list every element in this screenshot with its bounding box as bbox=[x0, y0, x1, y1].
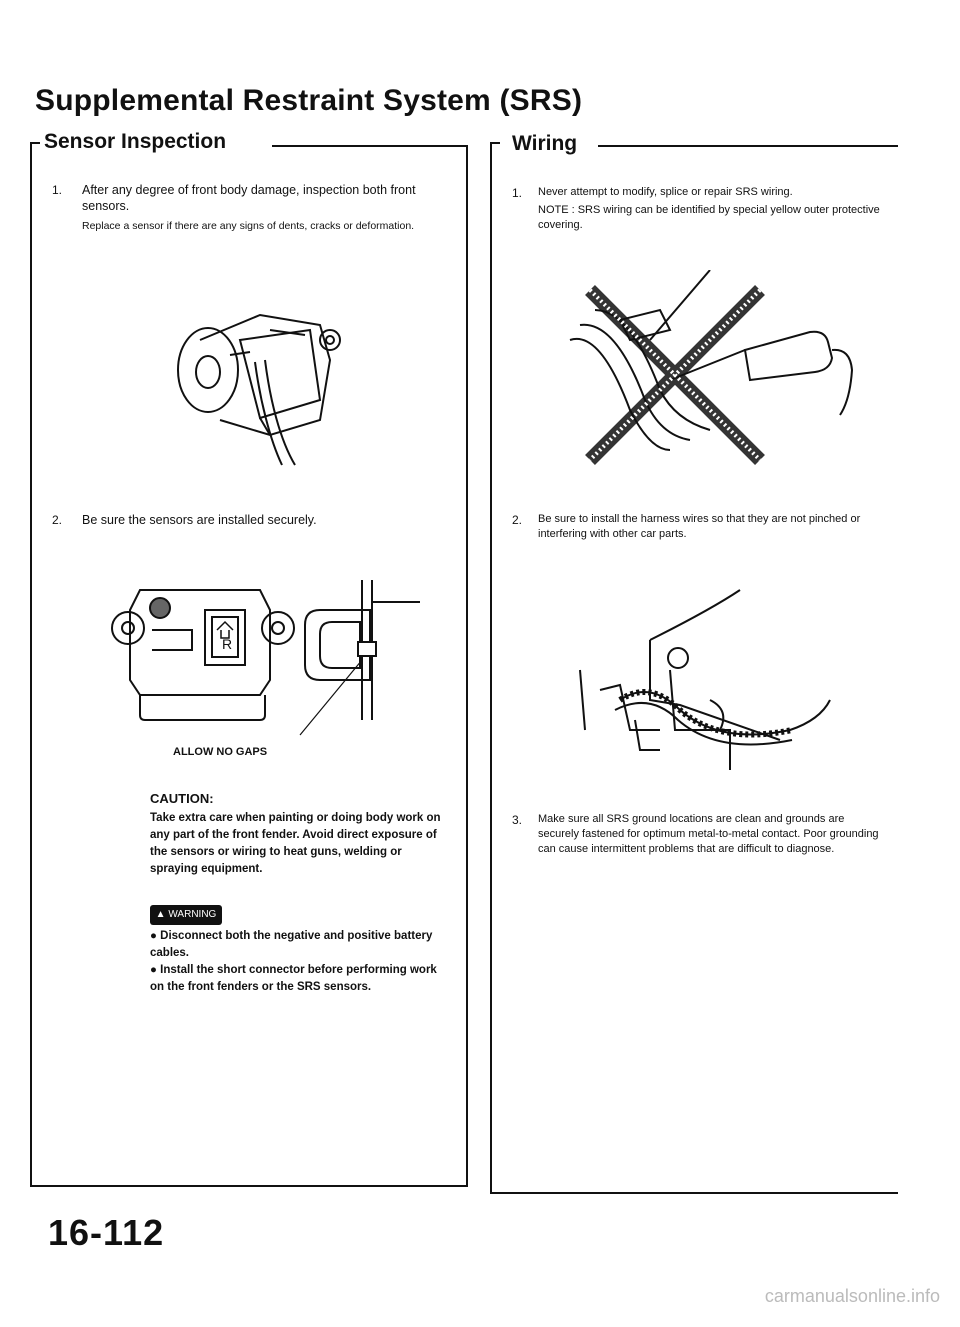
watermark: carmanualsonline.info bbox=[764, 1286, 940, 1306]
left-step1-note: Replace a sensor if there are any signs of dents, cracks or deformation. bbox=[82, 220, 415, 232]
right-frame-bottom bbox=[490, 1192, 898, 1194]
warning-triangle-icon: ▲ bbox=[155, 909, 166, 920]
sensor-mounting-illustration bbox=[100, 570, 440, 750]
right-heading-rule bbox=[598, 145, 898, 147]
sensor-illustration bbox=[170, 300, 350, 470]
sensor-inspection-heading: Sensor Inspection bbox=[44, 130, 227, 153]
page-number: 16-112 bbox=[48, 1212, 165, 1253]
sensor-mark: R bbox=[222, 636, 233, 652]
warning-bullet-1 bbox=[150, 928, 450, 962]
warning-badge-text: WARNING bbox=[168, 909, 217, 920]
right-step1-note: NOTE : SRS wiring can be identified by special yellow outer protective covering. bbox=[538, 204, 880, 231]
right-step3-number: 3. bbox=[512, 813, 523, 827]
allow-no-gaps-label: ALLOW NO GAPS bbox=[173, 746, 268, 758]
left-step1-text: After any degree of front body damage, inspection both front sensors. bbox=[82, 183, 416, 213]
bullet-icon: ● bbox=[150, 964, 161, 976]
warning-badge bbox=[150, 905, 222, 925]
right-step2-number: 2. bbox=[512, 513, 523, 527]
right-step2-text: Be sure to install the harness wires so that they are not pinched or interfering with other car parts. bbox=[538, 513, 861, 540]
wiring-heading: Wiring bbox=[512, 132, 578, 155]
right-frame-hook bbox=[490, 142, 500, 144]
right-step1-number: 1. bbox=[512, 186, 523, 200]
left-step2-text: Be sure the sensors are installed securely. bbox=[82, 513, 317, 527]
page-title: Supplemental Restraint System (SRS) bbox=[35, 84, 583, 117]
warning-bullet-1-text: Disconnect both the negative and positive battery cables. bbox=[150, 930, 433, 959]
right-frame-left-edge bbox=[490, 152, 492, 1192]
caution-title: CAUTION: bbox=[150, 791, 214, 806]
left-step2-number: 2. bbox=[52, 513, 63, 527]
left-step1-number: 1. bbox=[52, 183, 63, 197]
no-splice-illustration bbox=[560, 270, 870, 470]
bullet-icon: ● bbox=[150, 930, 161, 942]
right-step1-text: Never attempt to modify, splice or repair SRS wiring. bbox=[538, 186, 793, 198]
warning-bullet-2 bbox=[150, 962, 450, 996]
harness-routing-illustration bbox=[560, 580, 850, 780]
caution-body: Take extra care when painting or doing body work on any part of the front fender. Avoid direct exposure of the sensors or wiring to heat guns, welding or spraying equipment. bbox=[150, 812, 441, 875]
warning-bullet-2-text: Install the short connector before performing work on the front fenders or the SRS sensors. bbox=[150, 964, 437, 993]
right-step3-text: Make sure all SRS ground locations are clean and grounds are securely fastened for optimum metal-to-metal contact. Poor grounding can cause intermittent problems that are difficult to diagnose. bbox=[538, 813, 879, 855]
left-frame-left-edge bbox=[30, 152, 32, 1187]
